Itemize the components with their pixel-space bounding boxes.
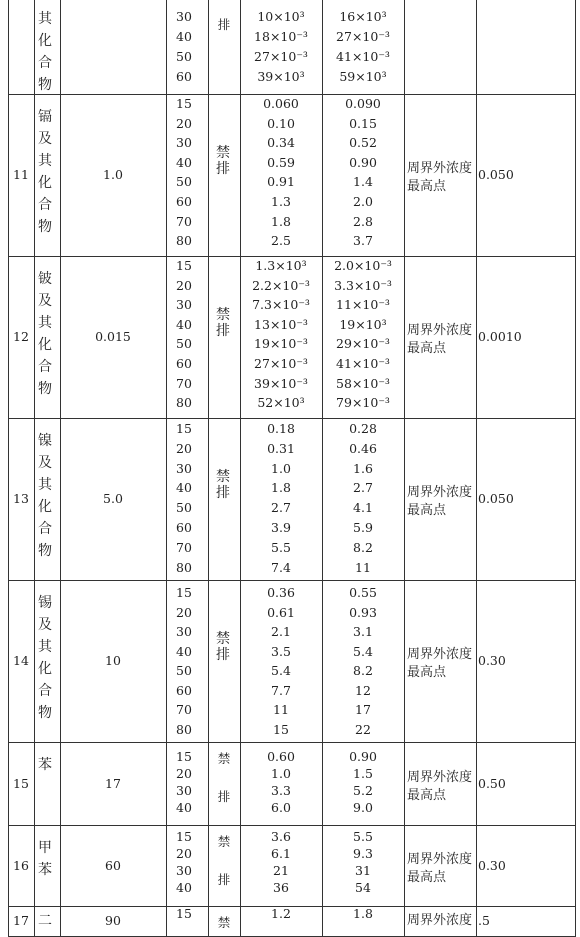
stack-height: 20: [176, 846, 192, 861]
column-divider: [575, 0, 576, 936]
grade-label-bottom: 排: [217, 789, 231, 804]
rate-grade2: 0.10: [267, 115, 295, 131]
rate-grade3: 4.1: [353, 500, 373, 516]
rate-grade2: 36: [273, 880, 289, 895]
pollutant-name: 其化合物: [38, 11, 52, 93]
row-divider: [8, 825, 576, 826]
pollutant-name: 二: [38, 913, 52, 929]
rate-grade3: 29×10⁻³: [336, 336, 390, 352]
max-concentration: 17: [105, 775, 121, 791]
rate-grade2: 2.5: [271, 233, 291, 249]
rate-grade3: 41×10⁻³: [336, 356, 390, 371]
row-number: 16: [13, 857, 29, 873]
row-divider: [8, 94, 576, 95]
rate-grade3: 3.1: [353, 624, 373, 639]
row-number: 11: [13, 167, 29, 182]
limit-value: 0.050: [478, 491, 514, 506]
stack-height: 50: [176, 336, 192, 352]
row-divider: [8, 418, 576, 419]
rate-grade2: 52×10³: [257, 395, 305, 411]
monitor-point: 周界外浓度最高点: [407, 769, 473, 803]
rate-grade3: 0.55: [349, 585, 377, 600]
stack-height: 50: [176, 663, 192, 678]
max-concentration: 10: [105, 653, 121, 668]
rate-grade3: 3.7: [353, 233, 373, 249]
stack-height: 80: [176, 233, 192, 249]
pollutant-name: 镉及其化合物: [38, 109, 52, 235]
column-divider: [476, 0, 477, 936]
stack-height: 15: [176, 96, 192, 111]
rate-grade2: 0.61: [267, 604, 295, 620]
monitor-point: 周界外浓度最高点: [407, 161, 473, 194]
rate-grade3: 12: [355, 682, 371, 698]
stack-height: 15: [176, 258, 192, 273]
rate-grade3: 1.8: [353, 906, 373, 921]
rate-grade3: 11: [355, 559, 371, 575]
rate-grade2: 1.3×10³: [255, 258, 307, 273]
rate-grade3: 2.7: [353, 480, 373, 496]
rate-grade3: 11×10⁻³: [336, 297, 390, 313]
rate-grade3: 16×10³: [339, 9, 387, 24]
rate-grade3: 0.15: [349, 115, 377, 131]
stack-height: 70: [176, 375, 192, 391]
max-concentration: 0.015: [95, 329, 131, 344]
pollutant-name: 铍及其化合物: [38, 271, 52, 397]
stack-height: 60: [176, 194, 192, 209]
column-divider: [8, 0, 9, 936]
rate-grade3: 5.9: [353, 520, 373, 535]
stack-height: 30: [176, 783, 192, 798]
limit-value: 0.0010: [478, 329, 522, 344]
rate-grade3: 5.5: [353, 829, 373, 844]
rate-grade2: 0.18: [267, 421, 295, 436]
rate-grade3: 2.0×10⁻³: [334, 258, 392, 273]
rate-grade2: 6.1: [271, 846, 291, 861]
row-number: 14: [13, 653, 29, 668]
rate-grade2: 18×10⁻³: [254, 29, 308, 44]
row-number: 13: [13, 491, 29, 506]
rate-grade2: 1.2: [271, 906, 291, 921]
stack-height: 15: [176, 906, 192, 921]
column-divider: [60, 0, 61, 936]
rate-grade2: 39×10³: [257, 69, 305, 84]
row-number: 17: [13, 913, 29, 928]
rate-grade3: 79×10⁻³: [336, 395, 390, 411]
rate-grade2: 0.91: [267, 174, 295, 190]
stack-height: 60: [176, 682, 192, 698]
rate-grade3: 0.90: [349, 749, 377, 764]
rate-grade3: 0.90: [349, 154, 377, 170]
rate-grade3: 41×10⁻³: [336, 49, 390, 64]
stack-height: 40: [176, 880, 192, 895]
stack-height: 50: [176, 500, 192, 516]
pollutant-name: 镍及其化合物: [38, 433, 52, 559]
max-concentration: 5.0: [103, 491, 123, 506]
rate-grade2: 7.4: [271, 559, 291, 575]
grade-label-top: 禁: [217, 751, 231, 766]
pollutant-name: 锡及其化合物: [38, 595, 52, 721]
rate-grade2: 21: [273, 863, 289, 878]
stack-height: 60: [176, 356, 192, 371]
rate-grade3: 54: [355, 880, 371, 895]
rate-grade3: 0.090: [345, 96, 381, 111]
column-divider: [34, 0, 35, 936]
rate-grade3: 5.4: [353, 643, 373, 659]
rate-grade2: 6.0: [271, 800, 291, 815]
stack-height: 50: [176, 49, 192, 64]
rate-grade3: 59×10³: [339, 69, 387, 84]
rate-grade3: 58×10⁻³: [336, 375, 390, 391]
rate-grade2: 7.3×10⁻³: [252, 297, 310, 313]
rate-grade2: 10×10³: [257, 9, 305, 24]
stack-height: 15: [176, 749, 192, 764]
rate-grade2: 0.59: [267, 154, 295, 170]
monitor-point: 周界外浓度最高点: [407, 485, 473, 518]
limit-value: .5: [478, 913, 490, 928]
pollutant-name: 甲苯: [38, 840, 52, 878]
rate-grade2: 27×10⁻³: [254, 356, 308, 371]
rate-grade2: 2.1: [271, 624, 291, 639]
rate-grade2: 0.60: [267, 749, 295, 764]
rate-grade3: 8.2: [353, 663, 373, 678]
grade-label: 禁排: [216, 631, 230, 663]
rate-grade2: 1.8: [271, 480, 291, 496]
grade-label: 禁排: [216, 469, 230, 501]
max-concentration: 60: [105, 857, 121, 873]
rate-grade3: 22: [355, 721, 371, 737]
rate-grade3: 5.2: [353, 783, 373, 798]
row-divider: [8, 580, 576, 581]
rate-grade3: 1.4: [353, 174, 373, 190]
rate-grade3: 2.8: [353, 213, 373, 229]
grade-label: 禁排: [216, 307, 230, 339]
grade-label-top: 禁: [217, 915, 231, 930]
rate-grade3: 27×10⁻³: [336, 29, 390, 44]
rate-grade3: 0.28: [349, 421, 377, 436]
grade-label: 排: [217, 17, 231, 32]
grade-label-bottom: 排: [217, 872, 231, 887]
rate-grade2: 5.5: [271, 539, 291, 555]
stack-height: 80: [176, 721, 192, 737]
stack-height: 20: [176, 115, 192, 131]
rate-grade2: 0.36: [267, 585, 295, 600]
stack-height: 40: [176, 316, 192, 332]
rate-grade2: 3.6: [271, 829, 291, 844]
rate-grade3: 17: [355, 702, 371, 717]
rate-grade2: 0.060: [263, 96, 299, 111]
stack-height: 80: [176, 395, 192, 411]
stack-height: 15: [176, 829, 192, 844]
rate-grade3: 31: [355, 863, 371, 878]
limit-value: 0.30: [478, 857, 506, 873]
rate-grade2: 3.9: [271, 520, 291, 535]
stack-height: 40: [176, 480, 192, 496]
max-concentration: 1.0: [103, 167, 123, 182]
stack-height: 80: [176, 559, 192, 575]
rate-grade3: 2.0: [353, 194, 373, 209]
rate-grade3: 0.46: [349, 440, 377, 456]
stack-height: 20: [176, 766, 192, 781]
rate-grade3: 0.93: [349, 604, 377, 620]
limit-value: 0.50: [478, 775, 506, 791]
rate-grade2: 5.4: [271, 663, 291, 678]
rate-grade3: 8.2: [353, 539, 373, 555]
rate-grade2: 7.7: [271, 682, 291, 698]
rate-grade2: 0.34: [267, 135, 295, 151]
limit-value: 0.30: [478, 653, 506, 668]
rate-grade2: 19×10⁻³: [254, 336, 308, 352]
stack-height: 70: [176, 702, 192, 717]
stack-height: 20: [176, 277, 192, 293]
monitor-point: 周界外浓度最高点: [407, 851, 473, 885]
rate-grade2: 2.7: [271, 500, 291, 516]
rate-grade2: 3.5: [271, 643, 291, 659]
rate-grade2: 0.31: [267, 440, 295, 456]
rate-grade3: 19×10³: [339, 316, 387, 332]
stack-height: 50: [176, 174, 192, 190]
rate-grade2: 13×10⁻³: [254, 316, 308, 332]
stack-height: 40: [176, 643, 192, 659]
stack-height: 30: [176, 9, 192, 24]
stack-height: 15: [176, 421, 192, 436]
monitor-point: 周界外浓度最高点: [407, 323, 473, 356]
rate-grade2: 11: [273, 702, 289, 717]
stack-height: 30: [176, 460, 192, 476]
rate-grade2: 2.2×10⁻³: [252, 277, 310, 293]
grade-label-top: 禁: [217, 834, 231, 849]
max-concentration: 90: [105, 913, 121, 928]
grade-label: 禁排: [216, 145, 230, 177]
stack-height: 30: [176, 297, 192, 313]
rate-grade3: 1.5: [353, 766, 373, 781]
rate-grade3: 9.0: [353, 800, 373, 815]
rate-grade3: 3.3×10⁻³: [334, 277, 392, 293]
row-divider: [8, 256, 576, 257]
rate-grade2: 1.8: [271, 213, 291, 229]
row-number: 12: [13, 329, 29, 344]
stack-height: 20: [176, 440, 192, 456]
rate-grade2: 1.3: [271, 194, 291, 209]
rate-grade2: 39×10⁻³: [254, 375, 308, 391]
monitor-point: 周界外浓度最高点: [407, 647, 473, 680]
stack-height: 60: [176, 69, 192, 84]
stack-height: 70: [176, 213, 192, 229]
stack-height: 20: [176, 604, 192, 620]
rate-grade3: 9.3: [353, 846, 373, 861]
monitor-point: 周界外浓度: [407, 913, 473, 928]
limit-value: 0.050: [478, 167, 514, 182]
pollutant-name: 苯: [38, 757, 52, 773]
stack-height: 30: [176, 624, 192, 639]
row-divider: [8, 742, 576, 743]
column-divider: [404, 0, 405, 936]
column-divider: [166, 0, 167, 936]
stack-height: 60: [176, 520, 192, 535]
rate-grade2: 1.0: [271, 766, 291, 781]
stack-height: 40: [176, 29, 192, 44]
stack-height: 15: [176, 585, 192, 600]
row-number: 15: [13, 775, 29, 791]
rate-grade2: 1.0: [271, 460, 291, 476]
stack-height: 70: [176, 539, 192, 555]
stack-height: 40: [176, 154, 192, 170]
stack-height: 30: [176, 135, 192, 151]
stack-height: 30: [176, 863, 192, 878]
rate-grade2: 27×10⁻³: [254, 49, 308, 64]
stack-height: 40: [176, 800, 192, 815]
rate-grade3: 1.6: [353, 460, 373, 476]
rate-grade3: 0.52: [349, 135, 377, 151]
rate-grade2: 3.3: [271, 783, 291, 798]
rate-grade2: 15: [273, 721, 289, 737]
